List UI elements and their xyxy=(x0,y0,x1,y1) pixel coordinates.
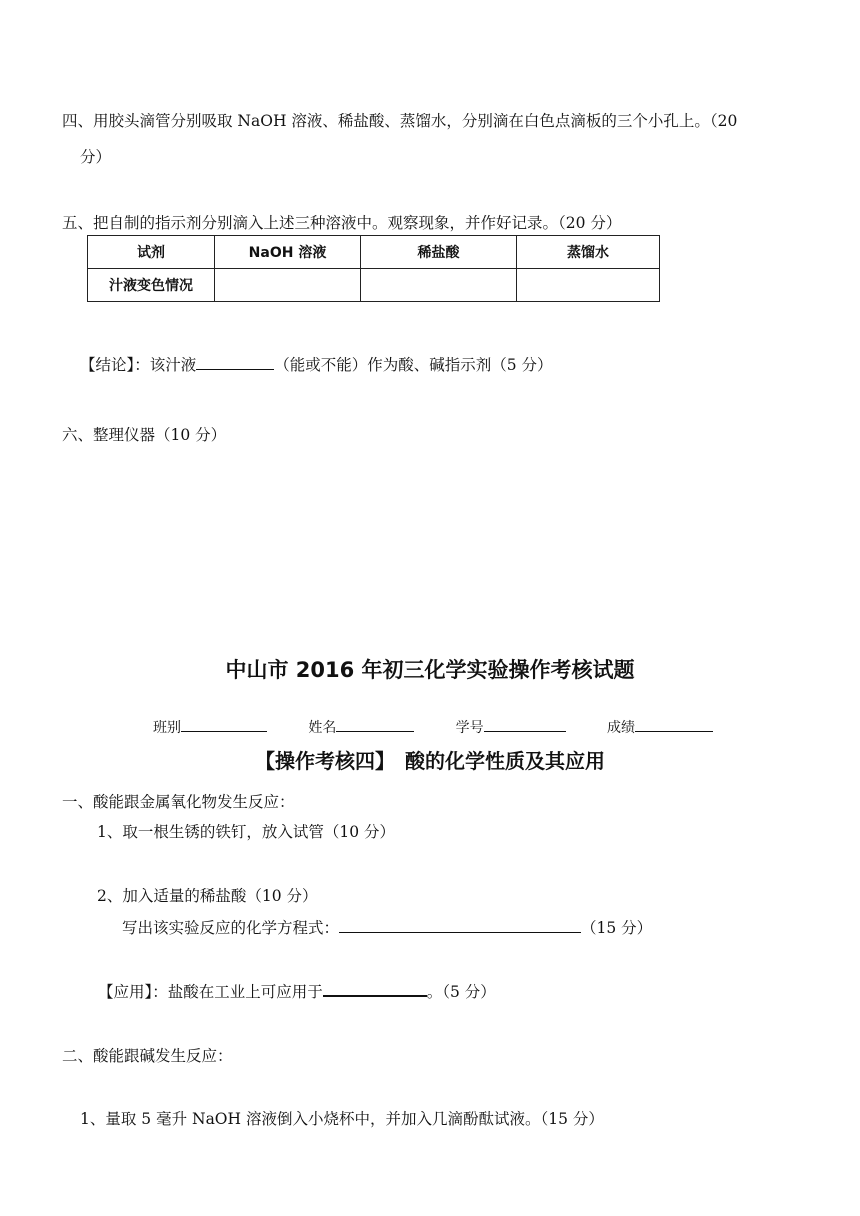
score-label: 成绩 xyxy=(606,720,635,736)
score-field xyxy=(607,716,713,737)
section-1-item-2: 2、加入适量的稀盐酸（10 分） xyxy=(97,887,318,905)
step-4-text-line-1: 四、用胶头滴管分别吸取 NaOH 溶液、稀盐酸、蒸馏水，分别滴在白色点滴板的三个小孔上。（20 xyxy=(62,112,738,130)
step-5-text: 五、把自制的指示剂分别滴入上述三种溶液中。观察现象，并作好记录。（20 分） xyxy=(62,214,622,232)
exam-title: 中山市 2016 年初三化学实验操作考核试题 xyxy=(225,658,635,682)
step-4-text-line-2: 分） xyxy=(80,148,112,166)
conclusion-suffix: （能或不能）作为酸、碱指示剂（5 分） xyxy=(274,356,553,374)
application-line xyxy=(98,980,496,1003)
section-1-heading: 一、酸能跟金属氧化物发生反应： xyxy=(62,793,295,811)
table-cell-blank[interactable] xyxy=(215,269,361,302)
name-label: 姓名 xyxy=(308,720,337,736)
equation-suffix: （15 分） xyxy=(581,919,653,937)
conclusion-blank[interactable] xyxy=(196,354,274,370)
class-blank[interactable] xyxy=(181,716,267,732)
table-header-cell: 稀盐酸 xyxy=(361,236,517,269)
class-field xyxy=(153,716,267,737)
name-field xyxy=(308,716,414,737)
section-1-item-1: 1、取一根生锈的铁钉，放入试管（10 分） xyxy=(97,823,396,841)
table-header-cell: 蒸馏水 xyxy=(517,236,660,269)
table-row xyxy=(88,269,660,302)
application-suffix: 。（5 分） xyxy=(426,983,496,1001)
equation-line xyxy=(122,917,652,939)
id-label: 学号 xyxy=(455,720,484,736)
conclusion-line xyxy=(80,354,553,376)
equation-prefix: 写出该实验反应的化学方程式： xyxy=(122,919,340,937)
observation-table xyxy=(87,235,660,302)
name-blank[interactable] xyxy=(336,716,414,732)
exam-subtitle: 【操作考核四】 酸的化学性质及其应用 xyxy=(255,749,605,773)
equation-blank[interactable] xyxy=(339,917,581,933)
application-prefix: 【应用】：盐酸在工业上可应用于 xyxy=(98,983,323,1001)
table-cell-blank[interactable] xyxy=(517,269,660,302)
table-header-cell: NaOH 溶液 xyxy=(215,236,361,269)
conclusion-prefix: 【结论】：该汁液 xyxy=(80,356,197,374)
table-header-row xyxy=(88,236,660,269)
section-2-item-1: 1、量取 5 毫升 NaOH 溶液倒入小烧杯中，并加入几滴酚酞试液。（15 分） xyxy=(80,1110,604,1128)
class-label: 班别 xyxy=(153,720,181,736)
id-blank[interactable] xyxy=(484,716,566,732)
step-6-text: 六、整理仪器（10 分） xyxy=(62,426,227,444)
table-header-cell: 试剂 xyxy=(88,236,215,269)
table-cell-blank[interactable] xyxy=(361,269,517,302)
table-row-label: 汁液变色情况 xyxy=(88,269,215,302)
score-blank[interactable] xyxy=(635,716,713,732)
student-info-row xyxy=(153,716,713,737)
id-field xyxy=(456,716,566,737)
section-2-heading: 二、酸能跟碱发生反应： xyxy=(62,1047,233,1065)
application-blank[interactable] xyxy=(323,980,427,997)
